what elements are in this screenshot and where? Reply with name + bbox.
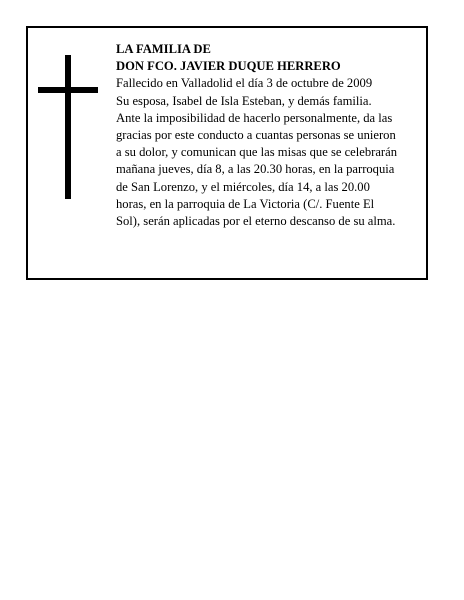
notice-heading-name: DON FCO. JAVIER DUQUE HERRERO (116, 59, 341, 74)
cross-horizontal-bar (38, 87, 98, 93)
body-line: mañana jueves, día 8, a las 20.30 horas, en la parroquia (116, 162, 395, 177)
notice-heading-family: LA FAMILIA DE (116, 42, 211, 56)
cross-vertical-bar (65, 55, 71, 199)
body-line: gracias por este conducto a cuantas personas se unieron (116, 128, 396, 143)
notice-text (116, 41, 424, 230)
body-line: Sol), serán aplicadas por el eterno descanso de su alma. (116, 214, 396, 229)
body-line: horas, en la parroquia de La Victoria (C/. Fuente El (116, 196, 375, 211)
body-line: a su dolor, y comunican que las misas que se celebrarán (116, 145, 398, 160)
body-line: de San Lorenzo, y el miércoles, día 14, a las 20.00 (116, 179, 370, 194)
deceased-line: Fallecido en Valladolid el día 3 de octubre de 2009 (116, 76, 373, 91)
cross-icon (38, 55, 98, 199)
family-line: Su esposa, Isabel de Isla Esteban, y demás familia. (116, 93, 372, 108)
body-line: Ante la imposibilidad de hacerlo personalmente, da las (116, 110, 393, 125)
obituary-notice (26, 26, 428, 280)
